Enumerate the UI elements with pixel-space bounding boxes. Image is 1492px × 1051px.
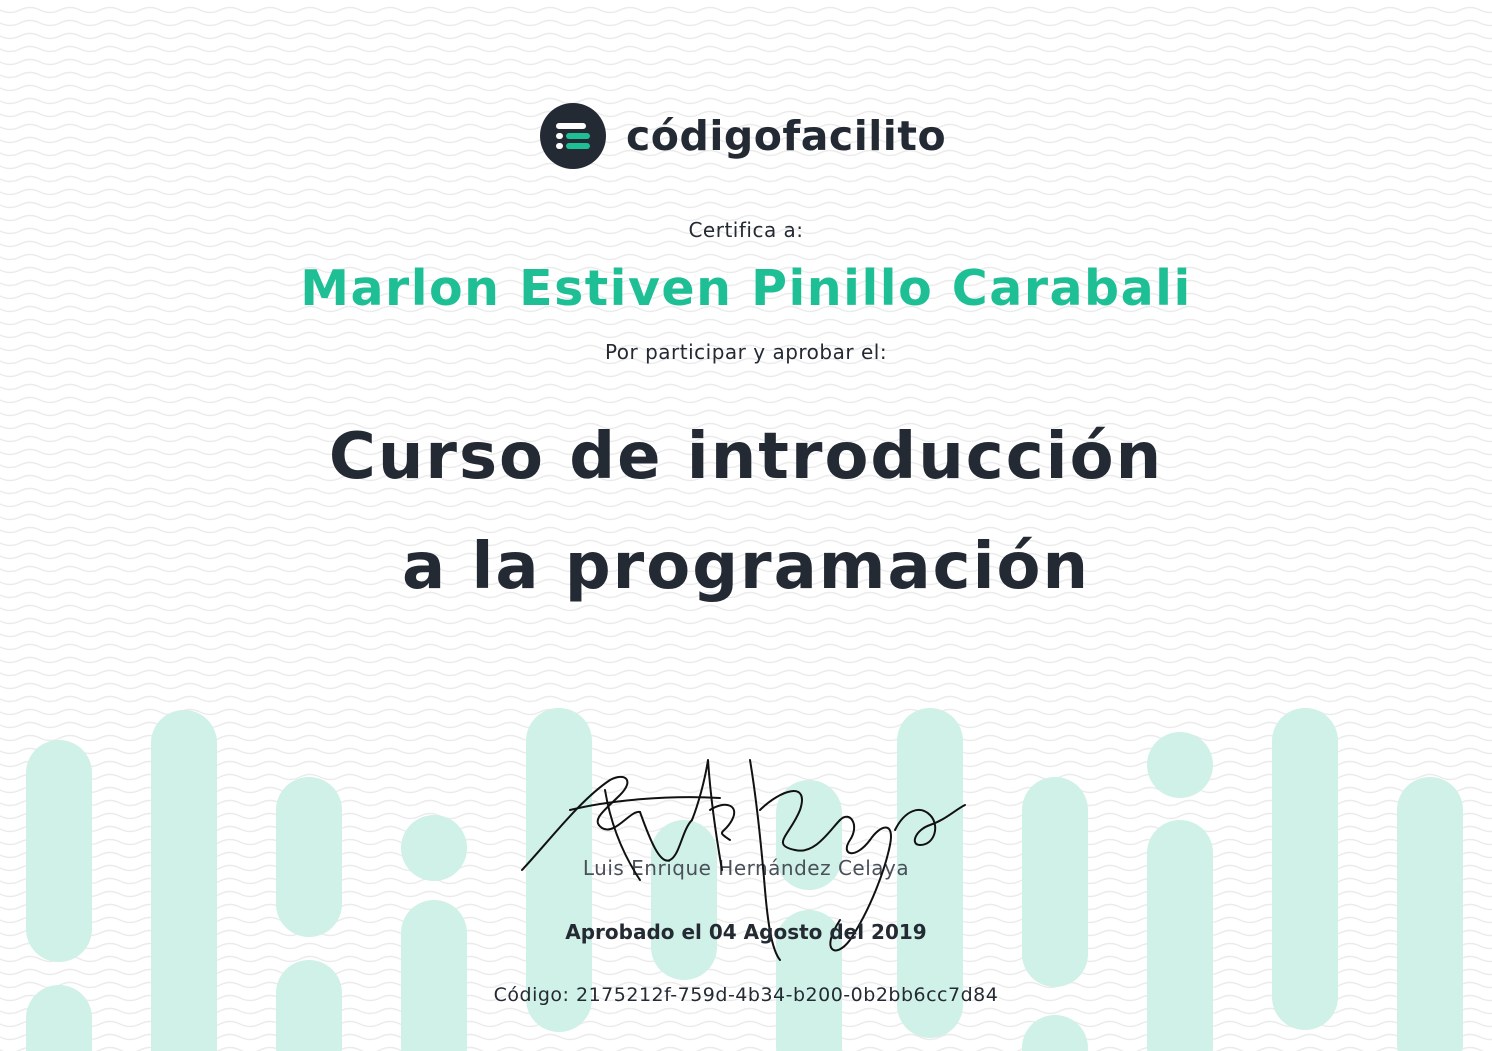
signer-name: Luis Enrique Hernández Celaya bbox=[582, 856, 910, 880]
certifies-label: Certifica a: bbox=[688, 218, 804, 242]
recipient-name: Marlon Estiven Pinillo Carabali bbox=[300, 260, 1192, 317]
approval-date: Aprobado el 04 Agosto del 2019 bbox=[565, 920, 927, 944]
certificate-code: Código: 2175212f-759d-4b34-b200-0b2bb6cc7d84 bbox=[493, 984, 999, 1006]
course-title-line-1: Curso de introducción bbox=[328, 420, 1164, 494]
brand-logo bbox=[540, 103, 946, 169]
brand-name: códigofacilito bbox=[626, 112, 947, 160]
course-title-line-2: a la programación bbox=[401, 530, 1091, 604]
participation-label: Por participar y aprobar el: bbox=[604, 340, 888, 364]
brand-logo-icon bbox=[540, 103, 606, 169]
